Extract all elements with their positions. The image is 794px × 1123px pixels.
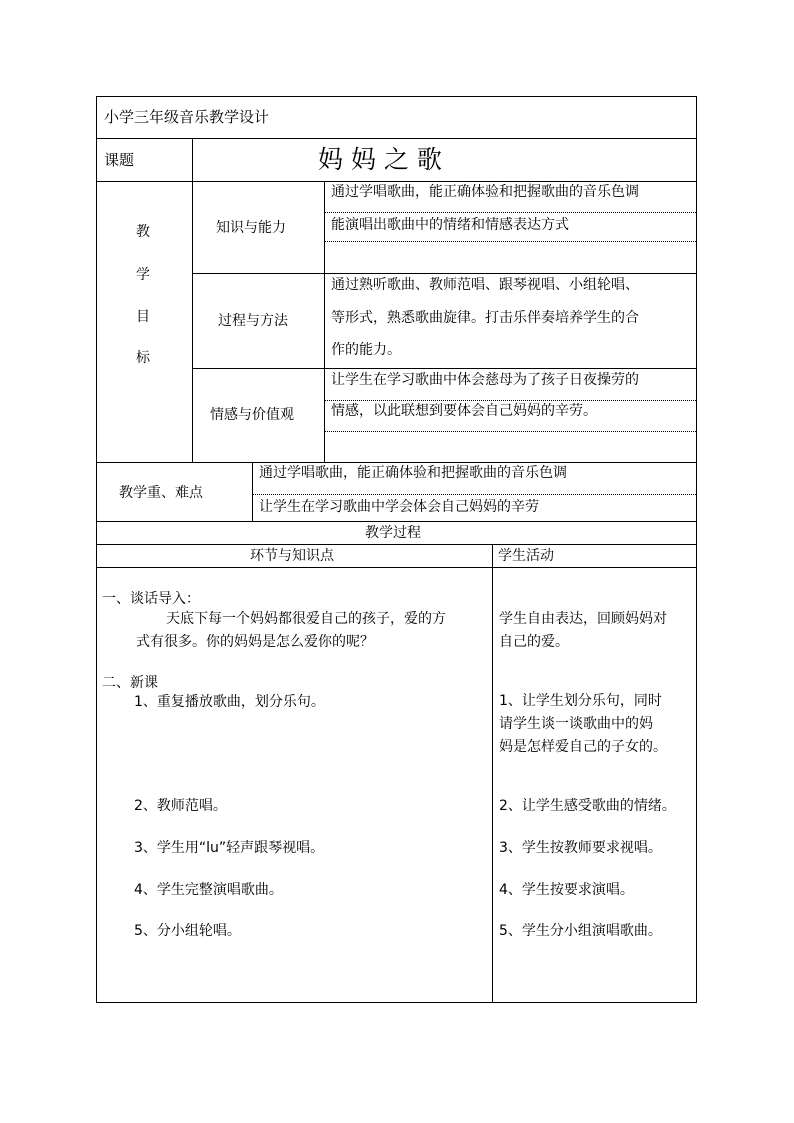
- column-header-activities: 学生活动: [498, 548, 554, 564]
- activity-5: 4、学生按要求演唱。: [499, 882, 634, 898]
- key-point-1: 通过学唱歌曲，能正确体验和把握歌曲的音乐色调: [259, 465, 567, 481]
- activity-3: 2、让学生感受歌曲的情绪。: [499, 798, 676, 814]
- column-header-steps: 环节与知识点: [250, 548, 334, 564]
- activity-1-line-2: 自己的爱。: [499, 634, 569, 650]
- knowledge-line-1: 通过学唱歌曲，能正确体验和把握歌曲的音乐色调: [331, 184, 639, 200]
- step-2: 2、教师范唱。: [134, 798, 227, 814]
- topic-label: 课题: [104, 151, 135, 169]
- process-line-2: 等形式，熟悉歌曲旋律。打击乐伴奏培养学生的合: [331, 310, 639, 326]
- objectives-section-char-4: 标: [136, 350, 150, 366]
- step-4: 4、学生完整演唱歌曲。: [134, 882, 283, 898]
- activity-1-line-1: 学生自由表达，回顾妈妈对: [499, 611, 667, 627]
- process-label: 过程与方法: [218, 313, 288, 329]
- activity-2-line-1: 1、让学生划分乐句，同时: [499, 693, 662, 709]
- intro-line-2: 式有很多。你的妈妈是怎么爱你的呢？: [136, 634, 374, 650]
- process-line-3: 作的能力。: [331, 342, 401, 358]
- intro-line-1: 天底下每一个妈妈都很爱自己的孩子，爱的方: [166, 611, 446, 627]
- emotion-line-1: 让学生在学习歌曲中体会慈母为了孩子日夜操劳的: [331, 372, 639, 388]
- document-title: 小学三年级音乐教学设计: [104, 108, 270, 126]
- process-section-title: 教学过程: [365, 525, 421, 541]
- intro-heading: 一、谈话导入：: [102, 591, 200, 607]
- step-1: 1、重复播放歌曲，划分乐句。: [134, 694, 325, 710]
- topic-title: 妈 妈 之 歌: [318, 145, 442, 174]
- activity-2-line-3: 妈是怎样爱自己的子女的。: [499, 739, 667, 755]
- step-5: 5、分小组轮唱。: [134, 923, 241, 939]
- key-point-2: 让学生在学习歌曲中学会体会自己妈妈的辛劳: [259, 499, 539, 515]
- objectives-section-char-3: 目: [136, 309, 150, 325]
- knowledge-label: 知识与能力: [216, 220, 286, 236]
- emotion-label: 情感与价值观: [210, 407, 294, 423]
- activity-4: 3、学生按教师要求视唱。: [499, 840, 662, 856]
- new-lesson-heading: 二、新课: [102, 675, 158, 691]
- step-3: 3、学生用“lu”轻声跟琴视唱。: [134, 840, 325, 856]
- activity-2-line-2: 请学生谈一谈歌曲中的妈: [499, 716, 653, 732]
- objectives-section-char-1: 教: [136, 224, 150, 240]
- knowledge-line-2: 能演唱出歌曲中的情绪和情感表达方式: [331, 217, 569, 233]
- process-line-1: 通过熟听歌曲、教师范唱、跟琴视唱、小组轮唱、: [331, 277, 639, 293]
- emotion-line-2: 情感，以此联想到要体会自己妈妈的辛劳。: [331, 403, 597, 419]
- key-points-label: 教学重、难点: [119, 485, 203, 501]
- activity-6: 5、学生分小组演唱歌曲。: [499, 923, 662, 939]
- objectives-section-char-2: 学: [136, 267, 150, 283]
